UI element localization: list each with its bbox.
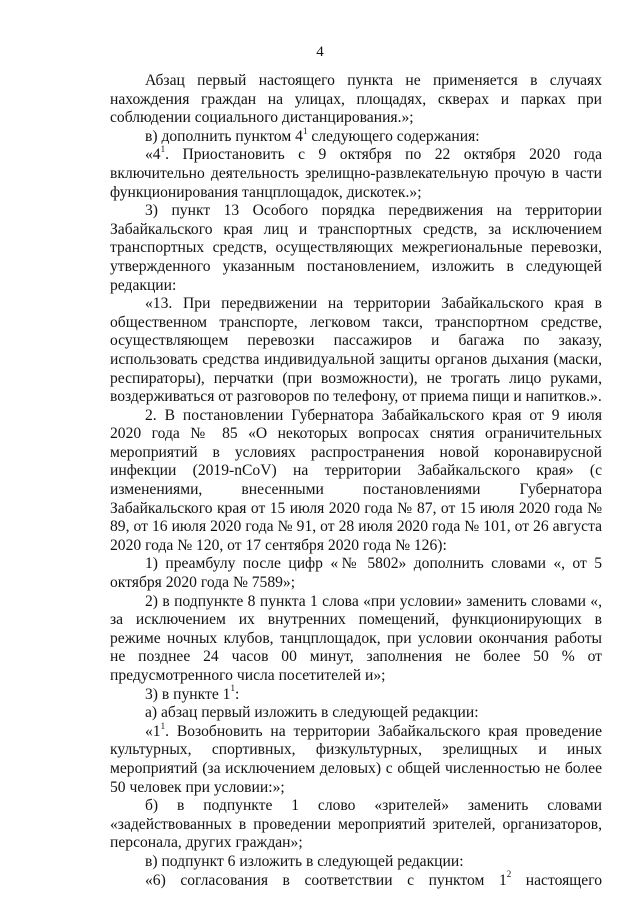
paragraph: [110, 72, 602, 128]
paragraph-text: Абзац первый настоящего пункта не применяется в случаях нахождения граждан на улицах, площадях, скверах и парках при соблюдении социального дистанцирования.»;: [110, 72, 602, 127]
paragraph: [110, 720, 602, 797]
paragraph-text: :: [234, 685, 240, 703]
paragraph-text: в) дополнить пунктом 4: [145, 127, 303, 145]
paragraph-text: 2. В постановлении Губернатора Забайкальского края от 9 июля 2020 года № 85 «О некоторых вопросах снятия ограничительных мероприятий в условиях распространения новой коронавирусной инфекции (2019-nCoV) на территории Забайкальского края» (с изменениями, внесенными постановлениями Губернатора Забайкальского края от 15 июля 2020 года № 87, от 15 июля 2020 года № 89, от 16 июля 2020 года № 91, от 28 июля 2020 года № 101, от 26 августа 2020 года № 120, от 17 сентября 2020 года № 126):: [110, 406, 602, 554]
paragraph: [110, 853, 602, 872]
paragraph-text: «1: [145, 722, 161, 740]
paragraph-text: а) абзац первый изложить в следующей редакции:: [145, 704, 479, 722]
paragraph-text: 3) в пункте 1: [145, 685, 231, 703]
paragraph-text: б) в подпункте 1 слово «зрителей» заменить словами «задействованных в проведении мероприятий зрителей, организаторов, персонала, других граждан»;: [110, 797, 602, 852]
paragraph: [110, 202, 602, 295]
paragraph: [110, 555, 602, 592]
paragraph-text: 1) преамбулу после цифр «№ 5802» дополнить словами «, от 5 октября 2020 года № 7589»;: [110, 555, 602, 592]
paragraph-text: «13. При передвижении на территории Забайкальского края в общественном транспорте, легковом такси, транспортном средстве, осуществляющем перевозки пассажиров и багажа по заказу, использовать средства индивидуальной защиты органов дыхания (маски, респираторы), перчатки (при возможности), не трогать лицо руками, воздерживаться от разговоров по телефону, от приема пищи и напитков.».: [110, 295, 602, 406]
paragraph: [110, 683, 602, 705]
paragraph: [110, 407, 602, 556]
paragraph: [110, 704, 602, 723]
paragraph: [110, 295, 602, 407]
paragraph: [110, 797, 602, 853]
paragraph-text: «6) согласования в соответствии с пунктом 1: [145, 871, 507, 889]
page-number: 4: [316, 44, 324, 60]
paragraph-text: . Возобновить на территории Забайкальского края проведение культурных, спортивных, физкультурных, зрелищных и иных мероприятий (за исключением деловых) с общей численностью не более 50 человек при условии:»;: [110, 722, 602, 796]
paragraph-text: «4: [145, 146, 161, 164]
paragraph-text: . Приостановить с 9 октября по 22 октября 2020 года включительно деятельность зрелищно-развлекательную прочую в части функционирования танцплощадок, дискотек.»;: [110, 146, 602, 201]
superscript: 1: [160, 720, 166, 731]
paragraph: [110, 869, 602, 891]
paragraph-text: 3) пункт 13 Особого порядка передвижения на территории Забайкальского края лиц и транспортных средств, за исключением транспортных средств, осуществляющих межрегиональные перевозки, утвержденного указанным постановлением, изложить в следующей редакции:: [110, 202, 602, 294]
paragraph: [110, 593, 602, 686]
paragraph: [110, 146, 602, 202]
paragraph-text: в) подпункт 6 изложить в следующей редакции:: [145, 852, 464, 870]
paragraph-text: 2) в подпункте 8 пункта 1 слова «при условии» заменить словами «, за исключением их внутренних помещений, функционирующих в режиме ночных клубов, танцплощадок, при условии окончания работы не позднее 24 часов 00 минут, заполнения не более 50 % от предусмотренного числа посетителей и»;: [110, 592, 602, 684]
superscript: 1: [160, 144, 166, 155]
paragraph: [110, 125, 602, 147]
document-body: [110, 72, 602, 890]
paragraph-text: настоящего: [511, 871, 602, 889]
paragraph-text: следующего содержания:: [307, 127, 480, 145]
superscript: 1: [230, 683, 235, 694]
superscript: 1: [302, 125, 308, 136]
superscript: 2: [506, 869, 512, 880]
